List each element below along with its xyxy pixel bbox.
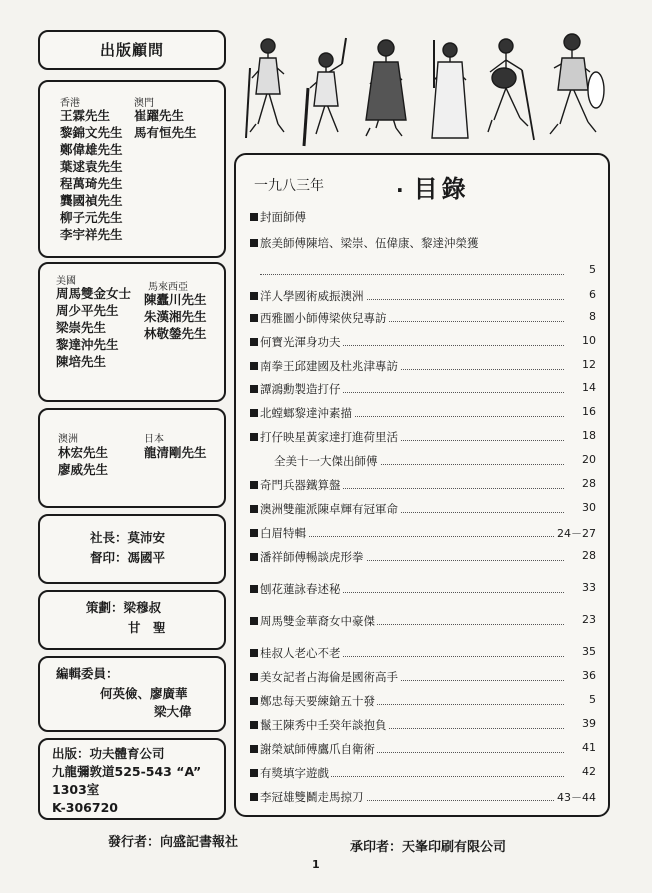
- toc-bullet-icon: [250, 697, 258, 705]
- toc-entry-page: 35: [582, 645, 596, 658]
- toc-entry: [250, 381, 596, 397]
- toc-entry-title: 何寶光渾身功夫: [260, 335, 341, 349]
- toc-entry-title: 周馬雙金華裔女中豪傑: [260, 614, 375, 628]
- publisher-line-3: 1303室: [52, 782, 100, 797]
- toc-bullet-icon: [250, 433, 258, 441]
- toc-bullet-icon: [250, 529, 258, 537]
- publisher-line-1: 出版：功夫體育公司: [52, 746, 165, 761]
- region-label-hongkong: 香港: [60, 98, 80, 109]
- toc-bullet-icon: [250, 314, 258, 322]
- toc-entry-page: 10: [582, 334, 596, 347]
- toc-entry: [250, 310, 596, 326]
- toc-entry-title: 打仔映星黃家達打進荷里活: [260, 430, 398, 444]
- toc-entry-page: 16: [582, 405, 596, 418]
- toc-entry-title: 謝榮斌師傅鷹爪自衛術: [260, 742, 375, 756]
- toc-entry-page: 5: [589, 693, 596, 706]
- advisor-name: 柳子元先生: [60, 210, 123, 225]
- editors-label: 編輯委員：: [56, 666, 119, 681]
- toc-entry-page: 43－44: [557, 791, 596, 804]
- toc-bullet-icon: [250, 553, 258, 561]
- region-label-macau: 澳門: [134, 98, 154, 109]
- toc-entry-title: 封面師傅: [260, 210, 306, 224]
- toc-entry: [250, 645, 596, 661]
- toc-entry: [250, 525, 596, 541]
- toc-bullet-icon: [250, 362, 258, 370]
- toc-entry: [250, 669, 596, 685]
- toc-entry-page: 23: [582, 613, 596, 626]
- toc-bullet-icon: [250, 649, 258, 657]
- toc-entry-page: 33: [582, 581, 596, 594]
- staff-box: [38, 514, 226, 584]
- toc-entry-page: 42: [582, 765, 596, 778]
- toc-bullet-icon: [250, 617, 258, 625]
- region-label-japan: 日本: [144, 434, 164, 445]
- advisor-name: 鄭偉雄先生: [60, 142, 123, 157]
- advisor-name: 馬有恒先生: [134, 125, 197, 140]
- advisor-name: 龔國禎先生: [60, 193, 123, 208]
- table-of-contents: [234, 153, 610, 817]
- advisor-name: 林敬鎣先生: [144, 326, 207, 341]
- advisor-name: 程萬琦先生: [60, 176, 123, 191]
- toc-entry-page: 28: [582, 477, 596, 490]
- figure-1: [246, 39, 284, 138]
- toc-entry: [250, 549, 596, 565]
- figure-5: [488, 39, 534, 140]
- advisor-name: 梁崇先生: [56, 320, 107, 335]
- toc-entry-title: 西雅圖小師傅梁俠兒專訪: [260, 311, 387, 325]
- toc-entry: [250, 477, 596, 493]
- toc-entry-title: 澳洲雙龍派陳卓輝有冠軍命: [260, 502, 398, 516]
- toc-bullet-icon: [250, 239, 258, 247]
- toc-entry: [250, 235, 596, 251]
- advisors-group-usa-malaysia: [38, 262, 226, 402]
- figure-6: [550, 34, 604, 134]
- publisher-box: [38, 738, 226, 820]
- toc-entry-title: 李冠雄雙鬭走馬掠刀: [260, 790, 364, 804]
- figure-4: [432, 40, 468, 138]
- toc-entry: [250, 209, 596, 225]
- toc-entry-title: 有獎填字遊戲: [260, 766, 329, 780]
- toc-entry: [250, 693, 596, 709]
- toc-entry-title: 美女記者占海倫是國術高手: [260, 670, 398, 684]
- advisor-name: 龍清剛先生: [144, 445, 207, 460]
- toc-bullet-icon: [250, 505, 258, 513]
- toc-entry: [250, 405, 596, 421]
- figure-3: [366, 40, 406, 136]
- toc-entry-title: 鄭忠每天要練鎗五十發: [260, 694, 375, 708]
- advisor-name: 李宇祥先生: [60, 227, 123, 242]
- advisor-name: 林宏先生: [58, 445, 109, 460]
- publisher-line-4: K-306720: [52, 800, 118, 815]
- kung-fu-figures-illustration: [238, 28, 608, 152]
- advisors-title: 出版顧問: [38, 30, 226, 70]
- toc-entry-title: 洋人學國術威振澳洲: [260, 289, 364, 303]
- toc-entry-title: 譚鴻勳製造打仔: [260, 382, 341, 396]
- toc-entry-page: 6: [589, 288, 596, 301]
- advisor-name: 朱漢湘先生: [144, 309, 207, 324]
- toc-year: 一九八三年: [254, 178, 324, 194]
- advisor-name: 黎錦文先生: [60, 125, 123, 140]
- toc-entry: [250, 501, 596, 517]
- toc-bullet-icon: [250, 745, 258, 753]
- printer-line: 承印者：天峯印刷有限公司: [350, 840, 507, 855]
- toc-bullet-icon: [250, 409, 258, 417]
- toc-entry: [250, 581, 596, 597]
- toc-entry: [250, 717, 596, 733]
- advisor-name: 陳蠹川先生: [144, 292, 207, 307]
- toc-entry: [250, 429, 596, 445]
- toc-entry: [250, 613, 596, 629]
- toc-entry: [250, 765, 596, 781]
- advisor-name: 黎達沖先生: [56, 337, 119, 352]
- toc-entry-title: 南拳王邱建國及杜兆津專訪: [260, 359, 398, 373]
- advisors-group-hongkong-macau: [38, 80, 226, 258]
- toc-entry: [250, 334, 596, 350]
- advisor-name: 陳培先生: [56, 354, 107, 369]
- toc-entry-page: 36: [582, 669, 596, 682]
- toc-entry-page: 39: [582, 717, 596, 730]
- toc-entry: [250, 358, 596, 374]
- toc-entry: [250, 789, 596, 805]
- president-line: 社長：莫沛安: [90, 530, 166, 545]
- toc-bullet-icon: [250, 213, 258, 221]
- toc-bullet-icon: [250, 585, 258, 593]
- toc-bullet-icon: [250, 793, 258, 801]
- toc-entry-page: 5: [589, 263, 596, 276]
- toc-bullet-icon: [250, 481, 258, 489]
- toc-entry-title: 全美十一大傑出師傅: [274, 454, 378, 468]
- page-number: 1: [312, 858, 320, 871]
- toc-leader: [260, 274, 564, 275]
- toc-entry-title: 刨花蓮詠春述秘: [260, 582, 341, 596]
- toc-entry: [250, 741, 596, 757]
- toc-entry: [250, 288, 596, 304]
- region-label-usa: 美國: [56, 276, 76, 287]
- toc-bullet-icon: [250, 769, 258, 777]
- planning-second-line: 甘 聖: [128, 620, 166, 635]
- toc-bullet-icon: [250, 721, 258, 729]
- publisher-line-2: 九龍彌敦道525-543 “A”: [52, 764, 202, 779]
- toc-entry-title: 北螳螂黎達沖素描: [260, 406, 352, 420]
- toc-entry-page: 41: [582, 741, 596, 754]
- toc-bullet-icon: [250, 673, 258, 681]
- toc-bullet-icon: [250, 292, 258, 300]
- advisor-name: 周少平先生: [56, 303, 119, 318]
- supervisor-line: 督印：馮國平: [90, 550, 166, 565]
- toc-entry-title: 白眉特輯: [260, 526, 306, 540]
- advisor-name: 王霖先生: [60, 108, 111, 123]
- toc-entry-title: 潘祥師傅暢談虎形拳: [260, 550, 364, 564]
- editors-line-2: 梁大偉: [154, 704, 192, 719]
- advisors-group-australia-japan: [38, 408, 226, 508]
- toc-bullet-icon: [250, 385, 258, 393]
- toc-entry-title: 桂叔人老心不老: [260, 646, 341, 660]
- advisor-name: 崔躍先生: [134, 108, 185, 123]
- advisor-name: 周馬雙金女士: [56, 286, 132, 301]
- toc-entry-page: 28: [582, 549, 596, 562]
- planning-line: 策劃：梁穆叔: [86, 600, 162, 615]
- toc-entry-page: 8: [589, 310, 596, 323]
- toc-entry-page: 14: [582, 381, 596, 394]
- editors-box: [38, 656, 226, 732]
- toc-entry-page: 18: [582, 429, 596, 442]
- issuer-line: 發行者：向盛記書報社: [108, 835, 239, 850]
- toc-entry-page: 24－27: [557, 527, 596, 540]
- toc-entry-title: 旅美師傅陳培、梁崇、伍偉康、黎達沖榮獲: [260, 236, 479, 250]
- toc-entry-title: 奇門兵器鐵算盤: [260, 478, 341, 492]
- advisor-name: 葉逑袁先生: [60, 159, 123, 174]
- region-label-australia: 澳洲: [58, 434, 78, 445]
- editors-line-1: 何英儉、廖廣華: [100, 686, 188, 701]
- toc-entry-page: 30: [582, 501, 596, 514]
- toc-title: · 目錄: [396, 175, 470, 203]
- toc-entry: [250, 453, 596, 469]
- toc-entry: [250, 263, 596, 279]
- toc-entry-title: 鬣王陳秀中壬癸年談抱負: [260, 718, 387, 732]
- toc-bullet-icon: [250, 338, 258, 346]
- advisor-name: 廖威先生: [58, 462, 109, 477]
- toc-entry-page: 12: [582, 358, 596, 371]
- planning-box: [38, 590, 226, 650]
- toc-entry-page: 20: [582, 453, 596, 466]
- figure-2: [304, 38, 346, 146]
- region-label-malaysia: 馬來西亞: [148, 282, 188, 293]
